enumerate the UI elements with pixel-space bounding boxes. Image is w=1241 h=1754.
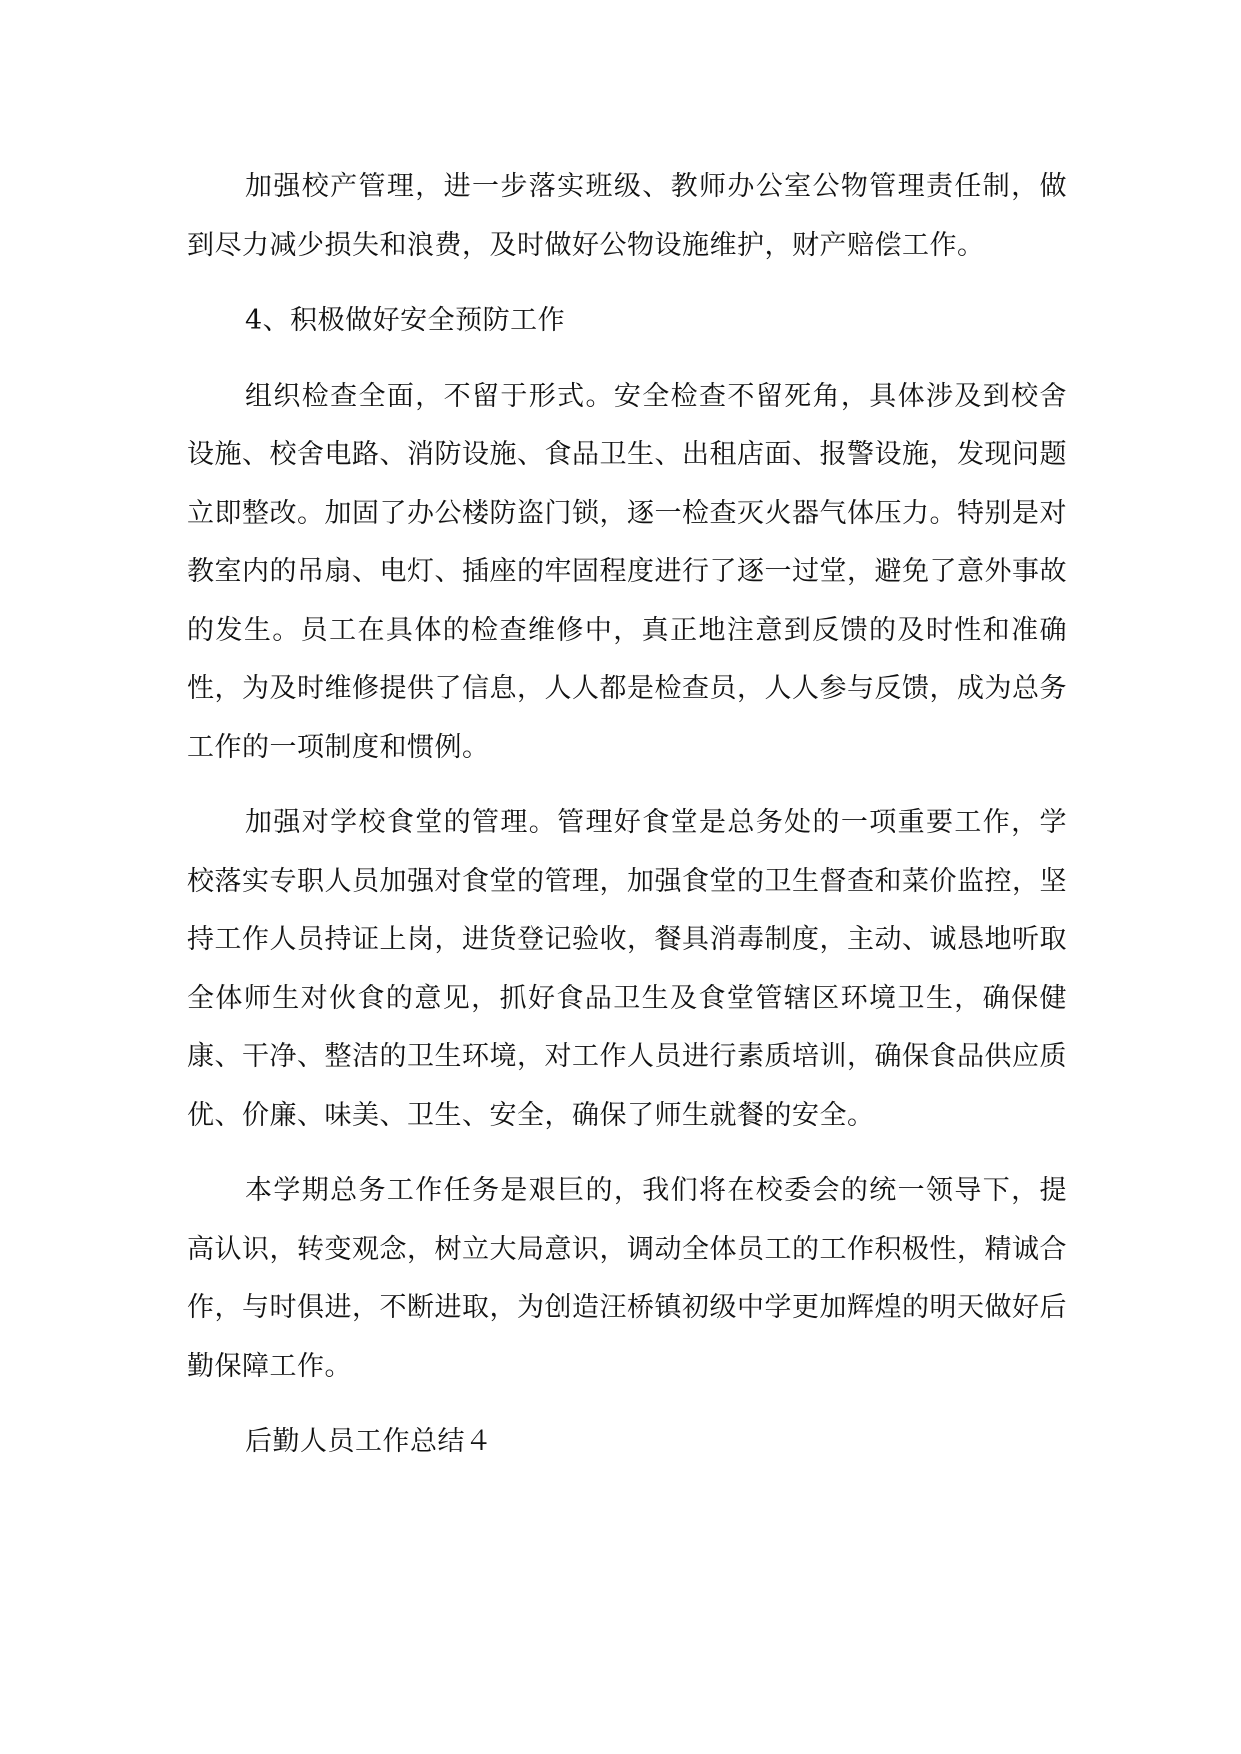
closing-title: 后勤人员工作总结４ xyxy=(245,1426,493,1457)
paragraph-safety-inspection: 组织检查全面，不留于形式。安全检查不留死角，具体涉及到校舍设施、校舍电路、消防设施、食品卫生、出租店面、报警设施，发现问题立即整改。加固了办公楼防盗门锁，逐一检查灭火器气体压力。特别是对教室内的吊扇、电灯、插座的牢固程度进行了逐一过堂，避免了意外事故的发生。员工在具体的检查维修中，真正地注意到反馈的及时性和准确性，为及时维修提供了信息，人人都是检查员，人人参与反馈，成为总务工作的一项制度和惯例。 xyxy=(187,380,1067,763)
paragraph-gap xyxy=(187,275,1067,292)
paragraph-semester-outlook: 本学期总务工作任务是艰巨的，我们将在校委会的统一领导下，提高认识，转变观念，树立大局意识，调动全体员工的工作积极性，精诚合作，与时俱进，不断进取，为创造汪桥镇初级中学更加辉煌的明天做好后勤保障工作。 xyxy=(187,1175,1067,1382)
paragraph-gap xyxy=(187,777,1067,794)
paragraph-gap xyxy=(187,1145,1067,1162)
paragraph-canteen-management: 加强对学校食堂的管理。管理好食堂是总务处的一项重要工作，学校落实专职人员加强对食堂的管理，加强食堂的卫生督查和菜价监控，坚持工作人员持证上岗，进货登记验收，餐具消毒制度，主动、诚恳地听取全体师生对伙食的意见，抓好食品卫生及食堂管辖区环境卫生，确保健康、干净、整洁的卫生环境，对工作人员进行素质培训，确保食品供应质优、价廉、味美、卫生、安全，确保了师生就餐的安全。 xyxy=(187,807,1067,1131)
section-heading: 4、积极做好安全预防工作 xyxy=(245,305,566,336)
paragraph-gap xyxy=(187,1396,1067,1413)
paragraph-asset-management: 加强校产管理，进一步落实班级、教师办公室公物管理责任制，做到尽力减少损失和浪费，及时做好公物设施维护，财产赔偿工作。 xyxy=(187,171,1067,261)
document-body xyxy=(187,158,1067,1472)
paragraph-gap xyxy=(187,351,1067,368)
